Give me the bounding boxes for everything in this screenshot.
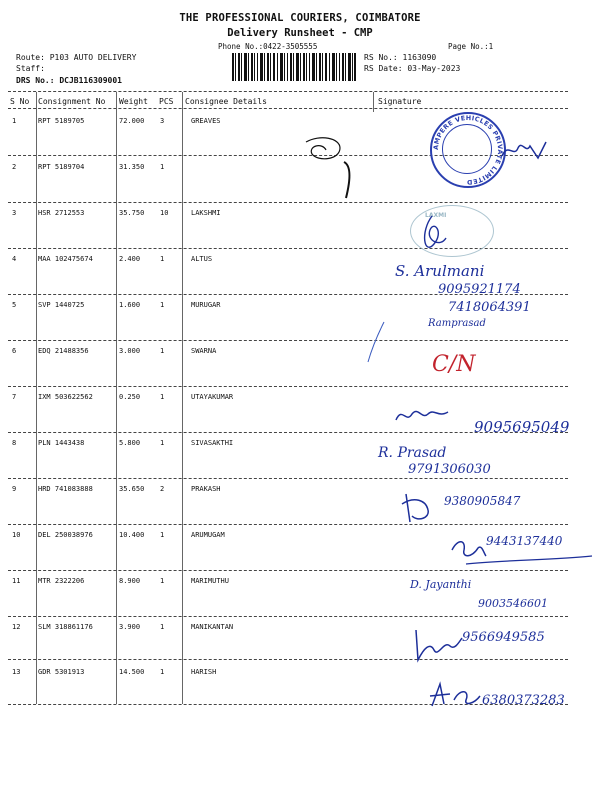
row-sno: 3 bbox=[12, 209, 17, 217]
rs-number: RS No.: 1163090 bbox=[364, 53, 437, 62]
pen-stroke bbox=[360, 318, 390, 368]
row-rule bbox=[8, 616, 568, 617]
hw-row8-name: R. Prasad bbox=[378, 445, 447, 461]
row-weight: 3.000 bbox=[119, 347, 141, 355]
row-consignment: MTR 2322206 bbox=[38, 577, 85, 585]
row-weight: 31.350 bbox=[119, 163, 145, 171]
hw-row11-name: D. Jayanthi bbox=[410, 578, 472, 591]
svg-text:AMPERE VEHICLES PRIVATE LIMITE bbox=[432, 114, 504, 186]
row-consignee: MANIKANTAN bbox=[191, 623, 234, 631]
header-top-rule bbox=[8, 91, 568, 92]
col-divider bbox=[373, 92, 374, 112]
row-sno: 9 bbox=[12, 485, 17, 493]
row-consignment: HRD 741083888 bbox=[38, 485, 93, 493]
row-consignee: MARIMUTHU bbox=[191, 577, 229, 585]
col-header-sno: S No bbox=[10, 97, 30, 106]
row-sno: 8 bbox=[12, 439, 17, 447]
row-sno: 6 bbox=[12, 347, 17, 355]
row-pcs: 10 bbox=[160, 209, 169, 217]
hw-row12-phone: 9566949585 bbox=[462, 630, 545, 645]
row-pcs: 1 bbox=[160, 623, 165, 631]
row-weight: 5.800 bbox=[119, 439, 141, 447]
hw-row4-phone: 9095921174 bbox=[438, 282, 521, 297]
row-sno: 2 bbox=[12, 163, 17, 171]
hw-row6-mark: C/N bbox=[432, 352, 476, 377]
page-number: Page No.:1 bbox=[448, 42, 494, 51]
staff-label: Staff: bbox=[16, 64, 45, 73]
row-consignment: HSR 2712553 bbox=[38, 209, 85, 217]
row-weight: 2.400 bbox=[119, 255, 141, 263]
company-seal-stamp bbox=[430, 112, 506, 188]
row-consignment: IXM 503622562 bbox=[38, 393, 93, 401]
row-weight: 35.650 bbox=[119, 485, 145, 493]
row-pcs: 1 bbox=[160, 393, 165, 401]
runsheet-subtitle: Delivery Runsheet - CMP bbox=[227, 27, 373, 39]
seal-text: AMPERE VEHICLES PRIVATE LIMITED bbox=[431, 113, 505, 187]
row-rule bbox=[8, 524, 568, 525]
col-header-signature: Signature bbox=[378, 97, 422, 106]
row-sno: 1 bbox=[12, 117, 17, 125]
hw-row5-name: Ramprasad bbox=[428, 318, 486, 329]
row-sno: 10 bbox=[12, 531, 21, 539]
row-consignment: PLN 1443438 bbox=[38, 439, 85, 447]
col-divider bbox=[182, 92, 183, 704]
signature-row3 bbox=[412, 212, 452, 262]
row-rule bbox=[8, 248, 568, 249]
row-consignee: HARISH bbox=[191, 668, 217, 676]
row-consignment: DEL 250038976 bbox=[38, 531, 93, 539]
hw-row8-phone: 9791306030 bbox=[408, 462, 491, 477]
row-consignee: SIVASAKTHI bbox=[191, 439, 234, 447]
hw-row9-phone: 9380905847 bbox=[444, 494, 521, 508]
row-pcs: 1 bbox=[160, 255, 165, 263]
row-weight: 72.000 bbox=[119, 117, 145, 125]
row-weight: 1.600 bbox=[119, 301, 141, 309]
col-header-consignee: Consignee Details bbox=[185, 97, 267, 106]
row-rule bbox=[8, 659, 568, 660]
signature-row9 bbox=[398, 488, 442, 528]
row-sno: 4 bbox=[12, 255, 17, 263]
hw-row10-phone: 9443137440 bbox=[486, 534, 563, 548]
row-consignee: ALTUS bbox=[191, 255, 213, 263]
row-rule bbox=[8, 340, 568, 341]
row-consignment: GDR 5301913 bbox=[38, 668, 85, 676]
row-consignee: SWARNA bbox=[191, 347, 217, 355]
hw-row4-name: S. Arulmani bbox=[395, 262, 485, 280]
row-rule bbox=[8, 478, 568, 479]
row-pcs: 3 bbox=[160, 117, 165, 125]
row-weight: 0.250 bbox=[119, 393, 141, 401]
row-rule bbox=[8, 202, 568, 203]
row-consignee: GREAVES bbox=[191, 117, 221, 125]
underline-stroke bbox=[464, 554, 594, 568]
row-pcs: 1 bbox=[160, 668, 165, 676]
hw-row11-phone: 9003546601 bbox=[478, 597, 548, 610]
header-bottom-rule bbox=[8, 108, 568, 109]
col-header-weight: Weight bbox=[119, 97, 148, 106]
drs-number: DRS No.: DCJB116309001 bbox=[16, 76, 122, 85]
signature-row13 bbox=[426, 678, 482, 712]
row-sno: 5 bbox=[12, 301, 17, 309]
row-consignment: RPT 5189705 bbox=[38, 117, 85, 125]
row-pcs: 2 bbox=[160, 485, 165, 493]
company-title: THE PROFESSIONAL COURIERS, COIMBATORE bbox=[179, 12, 421, 24]
row-sno: 7 bbox=[12, 393, 17, 401]
signature-row1 bbox=[500, 138, 550, 162]
signature-row7 bbox=[392, 400, 452, 430]
row-weight: 14.500 bbox=[119, 668, 145, 676]
row-pcs: 1 bbox=[160, 577, 165, 585]
row-pcs: 1 bbox=[160, 347, 165, 355]
barcode-icon bbox=[232, 53, 356, 81]
row-consignment: SLM 318861176 bbox=[38, 623, 93, 631]
row-pcs: 1 bbox=[160, 531, 165, 539]
row-consignment: RPT 5189704 bbox=[38, 163, 85, 171]
row-sno: 11 bbox=[12, 577, 21, 585]
seal-ring-text bbox=[432, 114, 504, 186]
route-label: Route: P103 AUTO DELIVERY bbox=[16, 53, 137, 62]
row-sno: 13 bbox=[12, 668, 21, 676]
hw-row7-phone: 9095695049 bbox=[474, 418, 570, 436]
row-weight: 8.900 bbox=[119, 577, 141, 585]
row-pcs: 1 bbox=[160, 439, 165, 447]
row-consignment: MAA 102475674 bbox=[38, 255, 93, 263]
row-weight: 3.900 bbox=[119, 623, 141, 631]
col-divider bbox=[36, 92, 37, 704]
seal-text-2: LAXMI bbox=[425, 212, 447, 219]
row-sno: 12 bbox=[12, 623, 21, 631]
row-consignee: MURUGAR bbox=[191, 301, 221, 309]
row-pcs: 1 bbox=[160, 163, 165, 171]
hw-row5-phone: 7418064391 bbox=[448, 300, 531, 315]
row-consignment: EDQ 21488356 bbox=[38, 347, 89, 355]
col-header-pcs: PCS bbox=[159, 97, 174, 106]
scribble-mark bbox=[300, 132, 360, 202]
col-divider bbox=[116, 92, 117, 704]
row-consignee: PRAKASH bbox=[191, 485, 221, 493]
row-rule bbox=[8, 386, 568, 387]
row-consignee: UTAYAKUMAR bbox=[191, 393, 234, 401]
row-consignee: ARUMUGAM bbox=[191, 531, 225, 539]
col-header-consignment: Consignment No bbox=[38, 97, 106, 106]
row-consignee: LAKSHMI bbox=[191, 209, 221, 217]
rs-date: RS Date: 03-May-2023 bbox=[364, 64, 461, 73]
row-rule bbox=[8, 570, 568, 571]
row-pcs: 1 bbox=[160, 301, 165, 309]
row-weight: 35.750 bbox=[119, 209, 145, 217]
signature-row12 bbox=[410, 626, 466, 666]
row-consignment: SVP 1440725 bbox=[38, 301, 85, 309]
row-weight: 10.400 bbox=[119, 531, 145, 539]
hw-row13-phone: 6380373283 bbox=[482, 693, 565, 708]
phone-number: Phone No.:0422-3505555 bbox=[218, 42, 318, 51]
